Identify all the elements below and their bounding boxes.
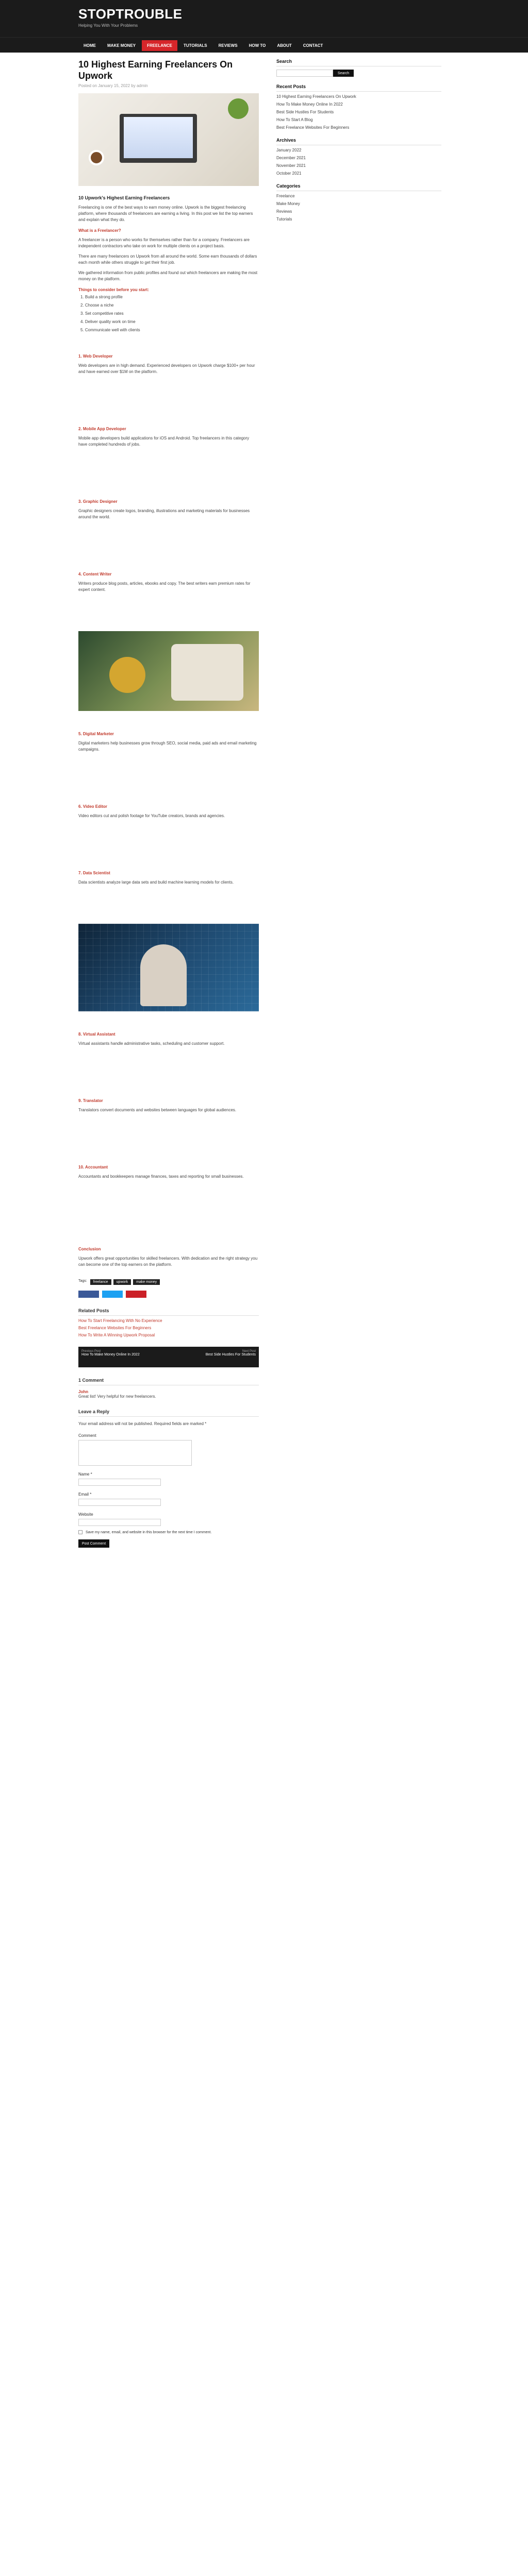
tag-row	[78, 1276, 259, 1285]
facebook-share-button[interactable]	[78, 1291, 99, 1298]
what-heading: What is a Freelancer?	[78, 228, 121, 233]
site-logo[interactable]: STOPTROUBLE	[78, 6, 183, 22]
email-label: Email *	[78, 1492, 92, 1497]
comment-text: Great list! Very helpful for new freelancers.	[78, 1394, 156, 1399]
email-input[interactable]	[78, 1499, 161, 1506]
section-heading: 8. Virtual Assistant	[78, 1032, 116, 1037]
next-post-link[interactable]	[169, 1347, 259, 1367]
section-spacer	[78, 819, 259, 850]
section-heading: 1. Web Developer	[78, 354, 113, 359]
section-spacer	[78, 886, 259, 917]
nav-item[interactable]: CONTACT	[303, 43, 323, 48]
search-input[interactable]	[276, 70, 333, 77]
tips-list	[78, 294, 259, 333]
prev-post-link[interactable]	[78, 1347, 169, 1367]
section-text: Web developers are in high demand. Experienced developers on Upwork charge $100+ per hour and have earned over $1M on the platform.	[78, 363, 255, 374]
recent-post-link[interactable]: 10 Highest Earning Freelancers On Upwork	[276, 94, 356, 99]
category-link[interactable]: Reviews	[276, 209, 292, 214]
categories-title: Categories	[276, 183, 441, 191]
share-row	[78, 1291, 259, 1298]
consent-row	[78, 1530, 259, 1534]
section-heading: 7. Data Scientist	[78, 871, 110, 875]
section-spacer	[78, 1047, 259, 1078]
section-text: Graphic designers create logos, branding, illustrations and marketing materials for businesses around the world.	[78, 509, 250, 519]
post-section	[78, 499, 259, 551]
recent-post-link[interactable]: Best Freelance Websites For Beginners	[276, 125, 350, 130]
category-link[interactable]: Tutorials	[276, 217, 292, 222]
search-title: Search	[276, 59, 441, 66]
person-image	[140, 944, 187, 1006]
recent-post-link[interactable]: How To Start A Blog	[276, 117, 313, 122]
post-section	[78, 572, 259, 624]
nav-item[interactable]: HOME	[84, 43, 96, 48]
nav-item[interactable]: ABOUT	[277, 43, 292, 48]
section-text: Translators convert documents and websites between languages for global audiences.	[78, 1108, 237, 1112]
recent-posts-title: Recent Posts	[276, 84, 441, 92]
site-tagline: Helping You With Your Problems	[78, 23, 138, 28]
post-section	[78, 1032, 259, 1078]
sidebar	[271, 59, 441, 1548]
post-section	[78, 1098, 259, 1144]
nav-item[interactable]: TUTORIALS	[184, 43, 207, 48]
prev-label: Previous Post	[81, 1350, 101, 1353]
section-heading: 3. Graphic Designer	[78, 499, 118, 504]
section-heading: 9. Translator	[78, 1098, 103, 1103]
section-spacer	[78, 375, 259, 406]
coin-image	[109, 657, 145, 693]
category-link[interactable]: Make Money	[276, 201, 300, 206]
post-title: 10 Highest Earning Freelancers On Upwork	[78, 59, 233, 81]
name-input[interactable]	[78, 1479, 161, 1486]
section-text: Video editors cut and polish footage for YouTube creators, brands and agencies.	[78, 814, 225, 818]
archive-link[interactable]: November 2021	[276, 163, 306, 168]
recent-post-link[interactable]: Best Side Hustles For Students	[276, 110, 334, 114]
archive-link[interactable]: October 2021	[276, 171, 302, 176]
tag-link[interactable]: freelance	[90, 1279, 111, 1285]
post-section	[78, 804, 259, 850]
section-heading: 10. Accountant	[78, 1165, 108, 1170]
section-heading: 4. Content Writer	[78, 572, 112, 577]
post-section	[78, 732, 259, 784]
nav-item[interactable]: REVIEWS	[218, 43, 238, 48]
hand-image	[171, 644, 243, 701]
section-heading: 5. Digital Marketer	[78, 732, 114, 736]
comments-title: 1 Comment	[78, 1378, 259, 1385]
reply-note: Your email address will not be published. Required fields are marked *	[78, 1421, 207, 1426]
related-post-link[interactable]: How To Write A Winning Upwork Proposal	[78, 1333, 155, 1337]
list-item: 3. Set competitive rates	[80, 311, 124, 316]
post-section	[78, 427, 259, 479]
prev-title: How To Make Money Online In 2022	[81, 1353, 140, 1357]
next-label: Next Post	[242, 1350, 256, 1353]
nav-item[interactable]: MAKE MONEY	[107, 43, 136, 48]
list-item: 4. Deliver quality work on time	[80, 319, 136, 324]
list-heading: Things to consider before you start:	[78, 287, 149, 292]
section-text: Virtual assistants handle administrative tasks, scheduling and customer support.	[78, 1041, 225, 1046]
tech-image	[78, 924, 259, 1011]
post-meta: Posted on January 15, 2022 by admin	[78, 83, 148, 88]
post-section	[78, 1165, 259, 1211]
tag-link[interactable]: make money	[133, 1279, 160, 1285]
hero-image	[78, 93, 259, 186]
website-input[interactable]	[78, 1519, 161, 1526]
laptop-screen	[124, 117, 193, 158]
conclusion-heading: Conclusion	[78, 1247, 101, 1251]
site-header	[0, 0, 528, 37]
paragraph-3: We gathered information from public profiles and found out which freelancers are making the most money on the platform.	[78, 270, 258, 281]
list-item: 1. Build a strong profile	[80, 295, 123, 299]
list-item: 5. Communicate well with clients	[80, 328, 140, 332]
section-spacer	[78, 593, 259, 624]
nav-item[interactable]: HOW TO	[249, 43, 266, 48]
section-spacer	[78, 520, 259, 551]
comment-author[interactable]: John	[78, 1389, 89, 1394]
post-comment-button[interactable]: Post Comment	[78, 1539, 109, 1548]
section-spacer	[78, 1113, 259, 1144]
what-paragraph: A freelancer is a person who works for themselves rather than for a company. Freelancers are independent contractors who take on work for multiple clients on a project basis.	[78, 238, 250, 248]
related-post-link[interactable]: Best Freelance Websites For Beginners	[78, 1326, 152, 1330]
comment	[78, 1389, 259, 1399]
consent-text: Save my name, email, and website in this browser for the next time I comment.	[86, 1530, 212, 1534]
related-title: Related Posts	[78, 1308, 259, 1316]
consent-checkbox[interactable]	[78, 1530, 82, 1534]
post-section	[78, 354, 259, 406]
section-text: Writers produce blog posts, articles, ebooks and copy. The best writers earn premium rates for expert content.	[78, 581, 251, 592]
plant-image	[228, 98, 249, 119]
paragraph-2: There are many freelancers on Upwork from all around the world. Some earn thousands of dollars each month while others struggle to get their first job.	[78, 254, 257, 265]
archive-link[interactable]: January 2022	[276, 148, 302, 152]
section-text: Accountants and bookkeepers manage finances, taxes and reporting for small businesses.	[78, 1174, 244, 1179]
intro-heading: 10 Upwork's Highest Earning Freelancers	[78, 195, 170, 200]
main-nav	[0, 37, 528, 53]
post-content	[78, 59, 259, 1548]
archive-link[interactable]: December 2021	[276, 156, 306, 160]
recent-post-link[interactable]: How To Make Money Online In 2022	[276, 102, 343, 107]
post-navigation	[78, 1347, 259, 1367]
section-text: Digital marketers help businesses grow through SEO, social media, paid ads and email marketing campaigns.	[78, 741, 257, 752]
money-image	[78, 631, 259, 711]
comment-textarea[interactable]	[78, 1440, 192, 1466]
search-button[interactable]: Search	[333, 70, 354, 77]
related-post-link[interactable]: How To Start Freelancing With No Experience	[78, 1318, 162, 1323]
next-title: Best Side Hustles For Students	[205, 1353, 256, 1357]
conclusion-paragraph: Upwork offers great opportunities for skilled freelancers. With dedication and the right strategy you can become one of the top earners on the platform.	[78, 1256, 258, 1267]
tag-link[interactable]: upwork	[113, 1279, 131, 1285]
section-heading: 6. Video Editor	[78, 804, 107, 809]
section-text: Data scientists analyze large data sets and build machine learning models for clients.	[78, 880, 234, 885]
section-spacer	[78, 753, 259, 784]
website-label: Website	[78, 1512, 93, 1517]
comment-label: Comment	[78, 1433, 96, 1438]
list-item: 2. Choose a niche	[80, 303, 114, 308]
section-spacer	[78, 448, 259, 479]
section-text: Mobile app developers build applications for iOS and Android. Top freelancers in this category have completed hundreds of jobs.	[78, 436, 250, 447]
name-label: Name *	[78, 1472, 92, 1477]
tags-label: Tags:	[78, 1279, 87, 1283]
category-link[interactable]: Freelance	[276, 194, 295, 198]
post-section	[78, 871, 259, 917]
section-spacer	[78, 1180, 259, 1211]
nav-item[interactable]: FREELANCE	[142, 40, 177, 51]
twitter-share-button[interactable]	[102, 1291, 123, 1298]
reply-title: Leave a Reply	[78, 1409, 259, 1417]
pinterest-share-button[interactable]	[126, 1291, 146, 1298]
section-heading: 2. Mobile App Developer	[78, 427, 126, 431]
archives-title: Archives	[276, 138, 441, 145]
coffee-cup-image	[89, 150, 104, 165]
intro-paragraph: Freelancing is one of the best ways to earn money online. Upwork is the biggest freelancing platform, where thousands of freelancers are earning a living. In this post we list the top earners and explain what they do.	[78, 205, 253, 222]
